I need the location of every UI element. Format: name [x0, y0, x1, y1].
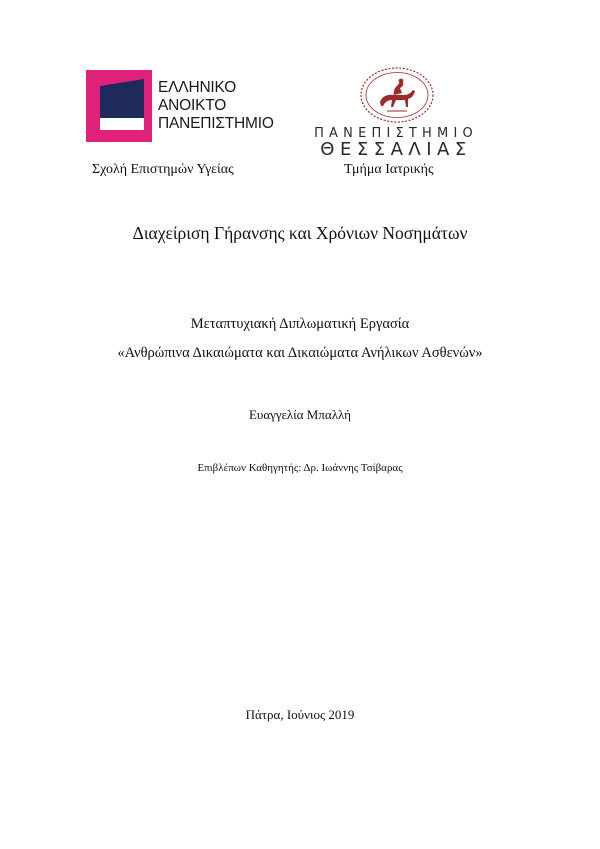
- hellenic-open-university-logo: [86, 70, 276, 144]
- eap-logo-line2: ΑΝΟΙΚΤΟ: [158, 97, 227, 114]
- eap-logo-line3: ΠΑΝΕΠΙΣΤΗΜΙΟ: [158, 115, 274, 132]
- supervisor-line: Επιβλέπων Καθηγητής: Δρ. Ιωάννης Τσίβαρας: [197, 462, 403, 474]
- university-of-thessaly-logo: [300, 66, 492, 162]
- thesis-title: «Ανθρώπινα Δικαιώματα και Δικαιώματα Ανήλικων Ασθενών»: [117, 345, 483, 361]
- author-name: Ευαγγελία Μπαλλή: [248, 407, 351, 422]
- eap-logo-line1: ΕΛΛΗΝΙΚΟ: [158, 79, 237, 96]
- uth-seal-icon: [358, 66, 436, 124]
- department-caption: Τμήμα Ιατρικής: [344, 162, 434, 177]
- school-caption: Σχολή Επιστημών Υγείας: [92, 162, 234, 177]
- course-title: Διαχείριση Γήρανσης και Χρόνιων Νοσημάτων: [132, 223, 468, 243]
- uth-logo-line1: ΠΑΝΕΠΙΣΤΗΜΙΟ: [314, 126, 478, 141]
- eap-logo-mark-icon: [86, 70, 152, 142]
- thesis-type: Μεταπτυχιακή Διπλωματική Εργασία: [190, 316, 410, 332]
- eap-logo-text: [158, 79, 274, 133]
- uth-logo-line2: ΘΕΣΣΑΛΙΑΣ: [320, 139, 472, 160]
- place-date: Πάτρα, Ιούνιος 2019: [245, 707, 355, 722]
